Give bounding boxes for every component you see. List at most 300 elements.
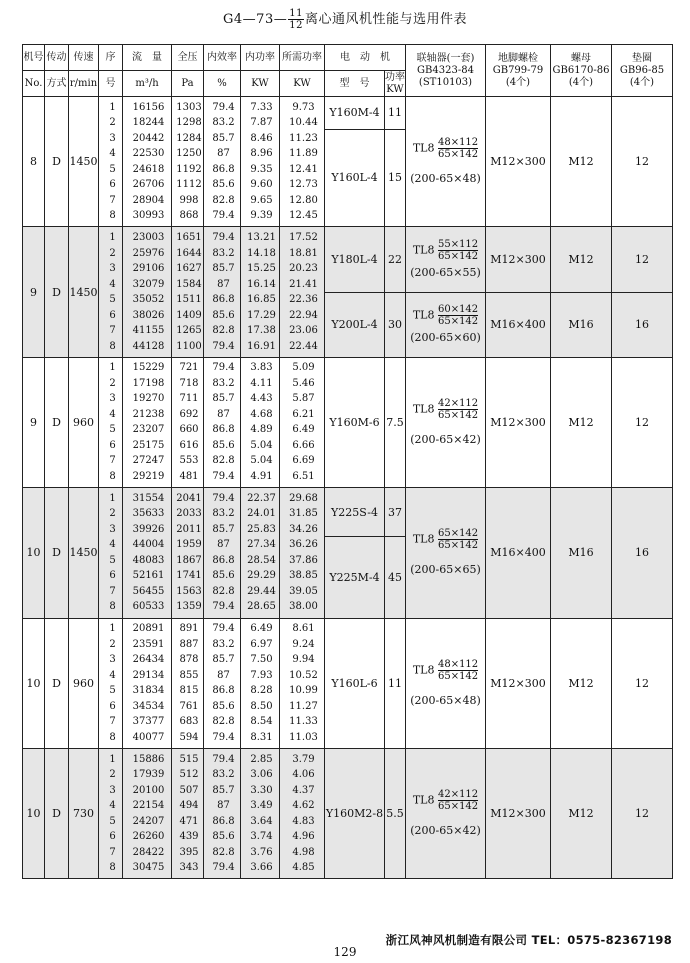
header-anchor-line1: 地脚螺检 [498,52,538,64]
internal-power-cell-value: 14.18 [247,247,276,259]
coupling-prefix: TL8 [412,532,435,546]
efficiency-cell-value: 85.6 [212,570,235,582]
pressure-cell-value: 1303 [176,101,202,113]
seq-cell-value: 6 [109,700,116,712]
required-power-cell-value: 34.26 [289,523,318,535]
required-power-cell-value: 21.41 [289,278,318,290]
table-row [23,227,673,243]
motor-model-cell: Y225M-4 [325,537,385,618]
title-frac-num: 11 [289,8,303,19]
required-power-cell-value: 9.94 [292,654,315,666]
required-power-cell-value: 9.24 [292,638,315,650]
efficiency-cell [204,357,241,487]
header-coupling [406,45,486,97]
efficiency-cell-value: 85.7 [212,654,235,666]
header-washer-line2: GB96-85 [619,64,665,76]
seq-cell-value: 5 [109,424,116,436]
nut-cell: M12 [551,357,612,487]
coupling-fraction [438,789,478,812]
internal-power-cell [241,357,280,487]
header-motor-model: 型 号 [325,71,385,97]
required-power-cell-value: 6.49 [292,424,315,436]
anchor-bolt-cell: M12×300 [486,97,551,227]
motor-model-cell: Y160M2-8 [325,748,385,878]
coupling-prefix: TL8 [412,402,435,416]
coupling-spec [406,398,485,421]
coupling-cell [406,748,486,878]
anchor-bolt-cell: M12×300 [486,227,551,292]
coupling-num: 42×112 [437,789,479,801]
internal-power-cell-value: 28.65 [247,601,276,613]
coupling-bore: (200-65×48) [410,693,481,707]
required-power-cell-value: 11.33 [289,716,318,728]
flow-cell-value: 15886 [132,753,165,765]
required-power-cell-value: 39.05 [289,585,318,597]
header-pressure-unit: Pa [172,71,204,97]
pressure-cell-value: 1112 [176,179,202,191]
pressure-cell-value: 761 [179,700,199,712]
efficiency-cell-value: 82.8 [212,846,235,858]
machine-no-cell: 10 [23,748,45,878]
pressure-cell-value: 1867 [176,554,202,566]
pressure-cell-value: 815 [179,685,199,697]
pressure-cell-value: 1359 [176,601,202,613]
seq-cell-value: 7 [109,716,116,728]
pressure-cell-value: 594 [179,731,199,743]
required-power-cell-value: 4.62 [292,800,315,812]
internal-power-cell-value: 29.44 [247,585,276,597]
table-row [23,97,673,113]
machine-no-cell: 9 [23,357,45,487]
flow-cell-value: 30475 [132,862,165,874]
flow-cell-value: 44128 [132,340,165,352]
flow-cell-value: 56455 [132,585,165,597]
required-power-cell-value: 10.44 [289,117,318,129]
internal-power-cell-value: 16.85 [247,294,276,306]
internal-power-cell-value: 9.39 [250,210,273,222]
seq-cell-value: 3 [109,523,116,535]
pressure-cell-value: 878 [179,654,199,666]
seq-cell-value: 5 [109,685,116,697]
seq-cell-value: 4 [109,669,116,681]
flow-cell-value: 25175 [132,439,165,451]
pressure-cell-value: 343 [179,862,199,874]
flow-cell-value: 31554 [132,492,165,504]
flow-cell-value: 26260 [132,831,165,843]
seq-cell [99,488,123,618]
seq-cell [99,618,123,748]
pressure-cell [172,227,204,357]
required-power-cell [280,227,325,357]
pressure-cell-value: 692 [179,408,199,420]
internal-power-cell [241,488,280,618]
motor-model-cell: Y160M-4 [325,97,385,130]
title-frac-den: 12 [289,20,303,31]
efficiency-cell-value: 79.4 [212,731,235,743]
internal-power-cell-value: 4.89 [250,424,273,436]
pressure-cell-value: 1651 [176,232,202,244]
title-prefix: G4—73— [223,12,288,27]
seq-cell-value: 2 [109,117,116,129]
flow-cell [123,618,172,748]
anchor-bolt-cell: M12×300 [486,357,551,487]
seq-cell-value: 1 [109,753,116,765]
required-power-cell-value: 22.44 [289,340,318,352]
seq-cell [99,97,123,227]
flow-cell-value: 34534 [132,700,165,712]
header-drive-unit: 方式 [45,71,69,97]
seq-cell-value: 2 [109,377,116,389]
efficiency-cell-value: 79.4 [212,470,235,482]
efficiency-cell-value: 85.6 [212,831,235,843]
coupling-spec [406,659,485,682]
required-power-cell-value: 4.85 [292,862,315,874]
flow-cell-value: 24618 [132,163,165,175]
required-power-cell-value: 9.73 [292,101,315,113]
pressure-cell-value: 1644 [176,247,202,259]
pressure-cell-value: 1409 [176,309,202,321]
nut-cell: M12 [551,227,612,292]
internal-power-cell-value: 5.04 [250,455,273,467]
header-nut [551,45,612,97]
page-number: 129 [333,945,357,959]
efficiency-cell-value: 79.4 [212,101,235,113]
drive-cell: D [45,748,69,878]
flow-cell-value: 19270 [132,393,165,405]
internal-power-cell-value: 9.65 [250,194,273,206]
header-coupling-line2: GB4323-84 [417,64,474,76]
nut-cell: M12 [551,97,612,227]
internal-power-cell-value: 3.06 [250,769,273,781]
flow-cell-value: 26706 [132,179,165,191]
efficiency-cell-value: 83.2 [212,769,235,781]
internal-power-cell-value: 29.29 [247,570,276,582]
internal-power-cell-value: 7.87 [250,117,273,129]
coupling-fraction [438,659,478,682]
internal-power-cell-value: 8.31 [250,731,273,743]
efficiency-cell-value: 83.2 [212,638,235,650]
required-power-cell [280,488,325,618]
coupling-spacer [406,812,485,824]
internal-power-cell-value: 25.83 [247,523,276,535]
required-power-cell-value: 10.99 [289,685,318,697]
flow-cell-value: 23207 [132,424,165,436]
efficiency-cell-value: 82.8 [212,455,235,467]
seq-cell-value: 7 [109,325,116,337]
coupling-num: 55×112 [437,238,479,250]
nut-cell: M16 [551,292,612,357]
flow-cell-value: 22154 [132,800,165,812]
machine-no-cell: 8 [23,97,45,227]
coupling-bore: (200-65×42) [410,824,481,838]
header-speed-unit: r/min [69,71,99,97]
internal-power-cell-value: 8.46 [250,132,273,144]
internal-power-cell-value: 7.93 [250,669,273,681]
efficiency-cell-value: 79.4 [212,340,235,352]
table-body [23,97,673,879]
speed-cell: 1450 [69,97,99,227]
header-anchor-bolt [486,45,551,97]
seq-cell [99,227,123,357]
nut-cell: M16 [551,488,612,618]
seq-cell [99,748,123,878]
pressure-cell-value: 2011 [176,523,202,535]
flow-cell-value: 41155 [132,325,165,337]
internal-power-cell-value: 8.96 [250,148,273,160]
required-power-cell [280,618,325,748]
required-power-cell-value: 18.81 [289,247,318,259]
internal-power-cell-value: 5.04 [250,439,273,451]
coupling-den: 65×142 [437,409,479,421]
efficiency-cell-value: 85.6 [212,700,235,712]
required-power-cell-value: 22.36 [289,294,318,306]
pressure-cell-value: 1284 [176,132,202,144]
internal-power-cell-value: 2.85 [250,753,273,765]
required-power-cell-value: 6.21 [292,408,315,420]
coupling-spec [406,304,485,327]
efficiency-cell-value: 85.6 [212,439,235,451]
internal-power-cell-value: 6.49 [250,623,273,635]
required-power-cell-value: 5.46 [292,377,315,389]
efficiency-cell-value: 86.8 [212,294,235,306]
required-power-cell-value: 5.87 [292,393,315,405]
required-power-cell-value: 4.98 [292,846,315,858]
required-power-cell-value: 37.86 [289,554,318,566]
required-power-cell-value: 11.23 [289,132,318,144]
flow-cell-value: 40077 [132,731,165,743]
coupling-fraction [438,304,478,327]
required-power-cell-value: 10.52 [289,669,318,681]
internal-power-cell-value: 3.30 [250,784,273,796]
machine-no-cell: 10 [23,488,45,618]
internal-power-cell-value: 9.60 [250,179,273,191]
coupling-cell [406,357,486,487]
efficiency-cell-value: 87 [217,539,230,551]
coupling-cell [406,488,486,618]
seq-cell-value: 4 [109,539,116,551]
efficiency-cell-value: 79.4 [212,601,235,613]
header-motor-power-line2: KW [386,83,404,95]
seq-cell-value: 2 [109,769,116,781]
efficiency-cell [204,97,241,227]
flow-cell-value: 16156 [132,101,165,113]
flow-cell-value: 37377 [132,716,165,728]
coupling-num: 48×112 [437,658,479,670]
seq-cell-value: 7 [109,846,116,858]
coupling-spacer [406,682,485,694]
coupling-num: 60×142 [437,304,479,316]
pressure-cell [172,618,204,748]
pressure-cell [172,748,204,878]
efficiency-cell [204,488,241,618]
efficiency-cell-value: 86.8 [212,554,235,566]
drive-cell: D [45,227,69,357]
coupling-fraction [438,137,478,160]
table-row [23,357,673,373]
header-flow: 流 量 [123,45,172,71]
efficiency-cell-value: 79.4 [212,753,235,765]
flow-cell-value: 17198 [132,377,165,389]
motor-model-cell: Y225S-4 [325,488,385,537]
internal-power-cell-value: 4.68 [250,408,273,420]
header-pressure: 全压 [172,45,204,71]
seq-cell-value: 6 [109,309,116,321]
speed-cell: 730 [69,748,99,878]
seq-cell-value: 7 [109,455,116,467]
seq-cell-value: 5 [109,163,116,175]
seq-cell-value: 6 [109,570,116,582]
coupling-fraction [438,528,478,551]
internal-power-cell [241,227,280,357]
efficiency-cell-value: 85.7 [212,393,235,405]
efficiency-cell-value: 85.6 [212,179,235,191]
coupling-spacer [406,551,485,563]
required-power-cell-value: 20.23 [289,263,318,275]
anchor-bolt-cell: M12×300 [486,748,551,878]
efficiency-cell [204,748,241,878]
pressure-cell-value: 1265 [176,325,202,337]
efficiency-cell-value: 79.4 [212,623,235,635]
pressure-cell-value: 515 [179,753,199,765]
coupling-cell [406,292,486,357]
required-power-cell-value: 29.68 [289,492,318,504]
required-power-cell-value: 5.09 [292,362,315,374]
motor-model-cell: Y160L-4 [325,129,385,227]
header-required-power: 所需功率 [280,45,325,71]
header-anchor-line2: GB799-79 [492,64,544,76]
table-row [23,488,673,504]
efficiency-cell-value: 87 [217,408,230,420]
required-power-cell-value: 8.61 [292,623,315,635]
pressure-cell-value: 887 [179,638,199,650]
coupling-spacer [406,160,485,172]
pressure-cell-value: 998 [179,194,199,206]
washer-cell: 12 [612,97,673,227]
flow-cell-value: 60533 [132,601,165,613]
coupling-prefix: TL8 [412,793,435,807]
flow-cell-value: 29219 [132,470,165,482]
internal-power-cell-value: 8.50 [250,700,273,712]
internal-power-cell-value: 7.33 [250,101,273,113]
flow-cell-value: 31834 [132,685,165,697]
internal-power-cell-value: 16.14 [247,278,276,290]
flow-cell-value: 35633 [132,508,165,520]
seq-cell-value: 4 [109,800,116,812]
internal-power-cell-value: 4.11 [250,377,273,389]
seq-cell-value: 3 [109,393,116,405]
coupling-spacer [406,421,485,433]
internal-power-cell-value: 28.54 [247,554,276,566]
flow-cell-value: 39926 [132,523,165,535]
internal-power-cell-value: 27.34 [247,539,276,551]
required-power-cell-value: 6.66 [292,439,315,451]
required-power-cell-value: 4.37 [292,784,315,796]
pressure-cell-value: 512 [179,769,199,781]
efficiency-cell-value: 86.8 [212,685,235,697]
header-seq-unit: 号 [99,71,123,97]
header-seq: 序 [99,45,123,71]
coupling-cell [406,618,486,748]
pressure-cell-value: 1627 [176,263,202,275]
coupling-den: 65×142 [437,250,479,262]
pressure-cell-value: 868 [179,210,199,222]
drive-cell: D [45,97,69,227]
header-coupling-line1: 联轴器(一套) [416,52,475,64]
flow-cell-value: 38026 [132,309,165,321]
coupling-fraction [438,239,478,262]
seq-cell-value: 1 [109,232,116,244]
efficiency-cell-value: 83.2 [212,508,235,520]
coupling-den: 65×142 [437,149,479,161]
flow-cell-value: 29134 [132,669,165,681]
pressure-cell [172,357,204,487]
header-drive: 传动 [45,45,69,71]
internal-power-cell-value: 3.66 [250,862,273,874]
coupling-spec [406,239,485,262]
internal-power-cell-value: 3.74 [250,831,273,843]
seq-cell-value: 2 [109,247,116,259]
required-power-cell [280,748,325,878]
flow-cell-value: 23591 [132,638,165,650]
flow-cell-value: 27247 [132,455,165,467]
seq-cell-value: 6 [109,439,116,451]
washer-cell: 12 [612,748,673,878]
required-power-cell-value: 31.85 [289,508,318,520]
efficiency-cell-value: 85.7 [212,263,235,275]
coupling-spec [406,789,485,812]
internal-power-cell-value: 3.64 [250,815,273,827]
pressure-cell-value: 1100 [176,340,202,352]
required-power-cell-value: 12.73 [289,179,318,191]
flow-cell-value: 18244 [132,117,165,129]
internal-power-cell [241,618,280,748]
efficiency-cell-value: 79.4 [212,862,235,874]
seq-cell-value: 5 [109,554,116,566]
required-power-cell-value: 3.79 [292,753,315,765]
required-power-cell-value: 4.83 [292,815,315,827]
table-row [23,618,673,634]
internal-power-cell-value: 15.25 [247,263,276,275]
coupling-bore: (200-65×65) [410,563,481,577]
efficiency-cell-value: 83.2 [212,247,235,259]
washer-cell: 16 [612,488,673,618]
efficiency-cell-value: 87 [217,800,230,812]
internal-power-cell [241,97,280,227]
pressure-cell-value: 683 [179,716,199,728]
efficiency-cell-value: 85.7 [212,132,235,144]
seq-cell-value: 3 [109,784,116,796]
flow-cell-value: 20100 [132,784,165,796]
header-machine-no-unit: No. [23,71,45,97]
drive-cell: D [45,488,69,618]
efficiency-cell-value: 79.4 [212,492,235,504]
efficiency-cell-value: 82.8 [212,716,235,728]
required-power-cell-value: 11.27 [289,700,318,712]
flow-cell-value: 28422 [132,846,165,858]
pressure-cell-value: 855 [179,669,199,681]
seq-cell-value: 8 [109,210,116,222]
washer-cell: 16 [612,292,673,357]
seq-cell-value: 7 [109,194,116,206]
pressure-cell-value: 616 [179,439,199,451]
efficiency-cell-value: 85.7 [212,784,235,796]
internal-power-cell-value: 24.01 [247,508,276,520]
coupling-den: 65×142 [437,801,479,813]
internal-power-cell-value: 16.91 [247,340,276,352]
header-motor-power-line1: 功率 [385,71,405,83]
pressure-cell-value: 395 [179,846,199,858]
header-required-power-unit: KW [280,71,325,97]
